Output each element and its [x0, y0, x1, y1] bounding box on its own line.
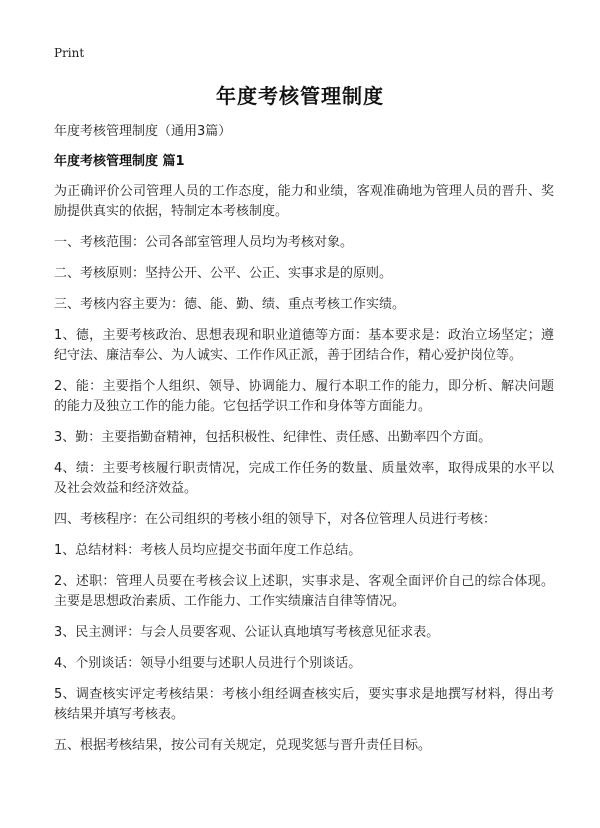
paragraph: 一、考核范围：公司各部室管理人员均为考核对象。 — [54, 235, 354, 250]
document-title: 年度考核管理制度 — [216, 84, 384, 108]
paragraph: 五、根据考核结果，按公司有关规定，兑现奖惩与晋升责任目标。 — [54, 738, 432, 753]
paragraph: 1、德，主要考核政治、思想表现和职业道德等方面：基本要求是：政治立场坚定；遵纪守法、廉洁奉公、为人诚实、工作作风正派，善于团结合作，精心爱护岗位等。 — [54, 328, 554, 363]
paragraph: 2、能：主要指个人组织、领导、协调能力、履行本职工作的能力，即分析、解决问题的能力及独立工作的能力能。它包括学识工作和身体等方面能力。 — [54, 379, 554, 414]
document-subtitle: 年度考核管理制度（通用3篇） — [54, 124, 232, 139]
section-title: 年度考核管理制度 篇1 — [54, 154, 185, 169]
paragraph: 3、民主测评：与会人员要客观、公证认真地填写考核意见征求表。 — [54, 625, 440, 640]
paragraph: 1、总结材料：考核人员均应提交书面年度工作总结。 — [54, 543, 362, 558]
paragraph: 二、考核原则：坚持公开、公平、公正、实事求是的原则。 — [54, 266, 393, 281]
paragraph: 2、述职：管理人员要在考核会议上述职，实事求是、客观全面评价自己的综合体现。主要是思想政治素质、工作能力、工作实绩廉洁自律等情况。 — [54, 574, 554, 609]
paragraph: 3、勤：主要指勤奋精神，包括积极性、纪律性、责任感、出勤率四个方面。 — [54, 430, 492, 445]
paragraph: 三、考核内容主要为：德、能、勤、绩、重点考核工作实绩。 — [54, 297, 406, 312]
paragraph: 为正确评价公司管理人员的工作态度，能力和业绩，客观准确地为管理人员的晋升、奖励提供真实的依据，特制定本考核制度。 — [54, 184, 554, 219]
paragraph: 四、考核程序：在公司组织的考核小组的领导下，对各位管理人员进行考核： — [54, 512, 497, 527]
paragraph: 5、调查核实评定考核结果：考核小组经调查核实后，要实事求是地撰写材料，得出考核结果并填写考核表。 — [54, 687, 554, 722]
paragraph: 4、个别谈话：领导小组要与述职人员进行个别谈话。 — [54, 656, 362, 671]
print-link[interactable]: Print — [54, 46, 85, 60]
document-body — [54, 182, 554, 767]
paragraph: 4、绩：主要考核履行职责情况，完成工作任务的数量、质量效率，取得成果的水平以及社会效益和经济效益。 — [54, 461, 554, 496]
